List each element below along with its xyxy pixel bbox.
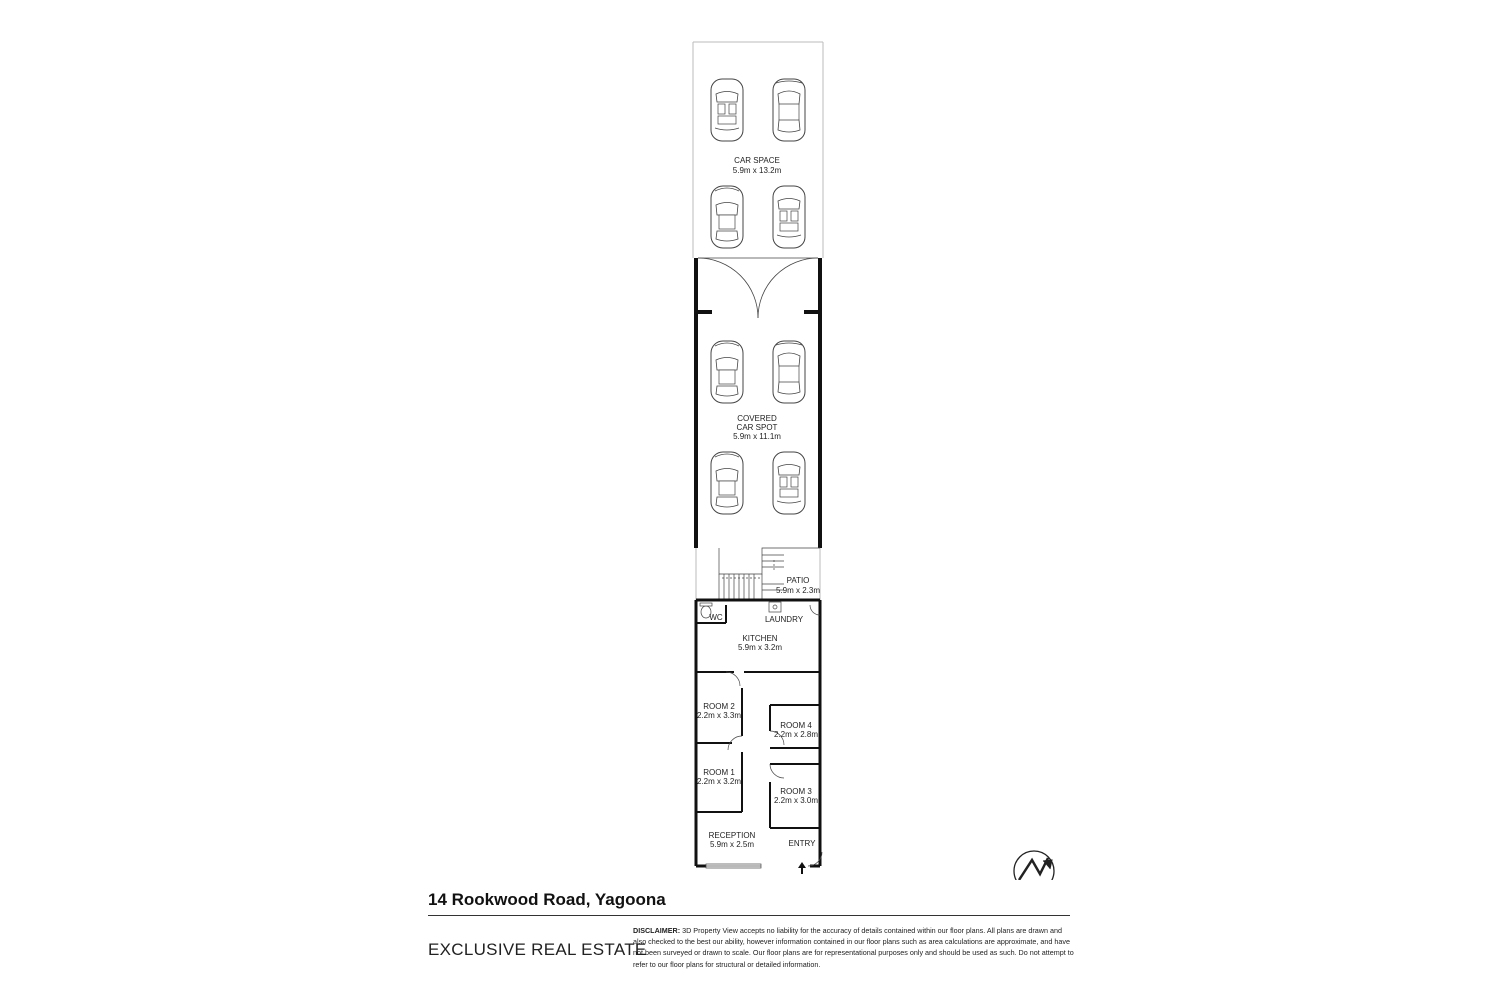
car-icon [773, 79, 805, 141]
property-address: 14 Rookwood Road, Yagoona [428, 890, 666, 909]
room3-size: 2.2m x 3.0m [773, 796, 819, 805]
room4-label: ROOM 4 [780, 721, 812, 730]
covered-size: 5.9m x 11.1m [733, 432, 781, 441]
room2-size: 2.2m x 3.3m [696, 711, 742, 720]
reception-size: 5.9m x 2.5m [709, 840, 755, 849]
north-arrow-icon [1014, 851, 1054, 880]
disclaimer-text: 3D Property View accepts no liability for the accuracy of details contained within our floor plans. All plans are drawn and also checked to the best our ability, however information contained in our floor plans such as area calculations are approximate, and have not been surveyed or drawn to scale. Our floor plans are for representational purposes only and should be used as such. Do not attempt to refer to our floor plans for structural or detailed information. [633, 926, 1074, 969]
car-icon [773, 341, 805, 403]
car-icon [773, 452, 805, 514]
room2-label: ROOM 2 [703, 702, 735, 711]
swing-gates [696, 258, 820, 318]
car-space-label: CAR SPACE [734, 156, 780, 165]
room3-label: ROOM 3 [780, 787, 812, 796]
kitchen-size: 5.9m x 3.2m [737, 643, 783, 652]
laundry-tub-icon [769, 602, 781, 612]
divider [428, 915, 1070, 916]
car-icon [711, 186, 743, 248]
car-icon [711, 452, 743, 514]
covered-label-1: COVERED [737, 414, 777, 423]
entry-label: ENTRY [788, 839, 816, 848]
patio-label: PATIO [786, 576, 810, 585]
reception-label: RECEPTION [708, 831, 756, 840]
kitchen-label: KITCHEN [742, 634, 778, 643]
room1-label: ROOM 1 [703, 768, 735, 777]
patio-size: 5.9m x 2.3m [775, 586, 821, 595]
disclaimer-label: DISCLAIMER: [633, 926, 681, 935]
car-icon [711, 341, 743, 403]
wc-label: WC [709, 613, 723, 622]
car-space-size: 5.9m x 13.2m [732, 166, 782, 175]
room1-size: 2.2m x 3.2m [696, 777, 742, 786]
disclaimer [633, 925, 1076, 970]
agency-logo: EXCLUSIVE REAL ESTATE [428, 940, 647, 959]
laundry-label: LAUNDRY [764, 615, 804, 624]
car-icon [711, 79, 743, 141]
entry-arrow-icon [798, 862, 806, 874]
room4-size: 2.2m x 2.8m [773, 730, 819, 739]
car-icon [773, 186, 805, 248]
covered-label-2: CAR SPOT [736, 423, 778, 432]
